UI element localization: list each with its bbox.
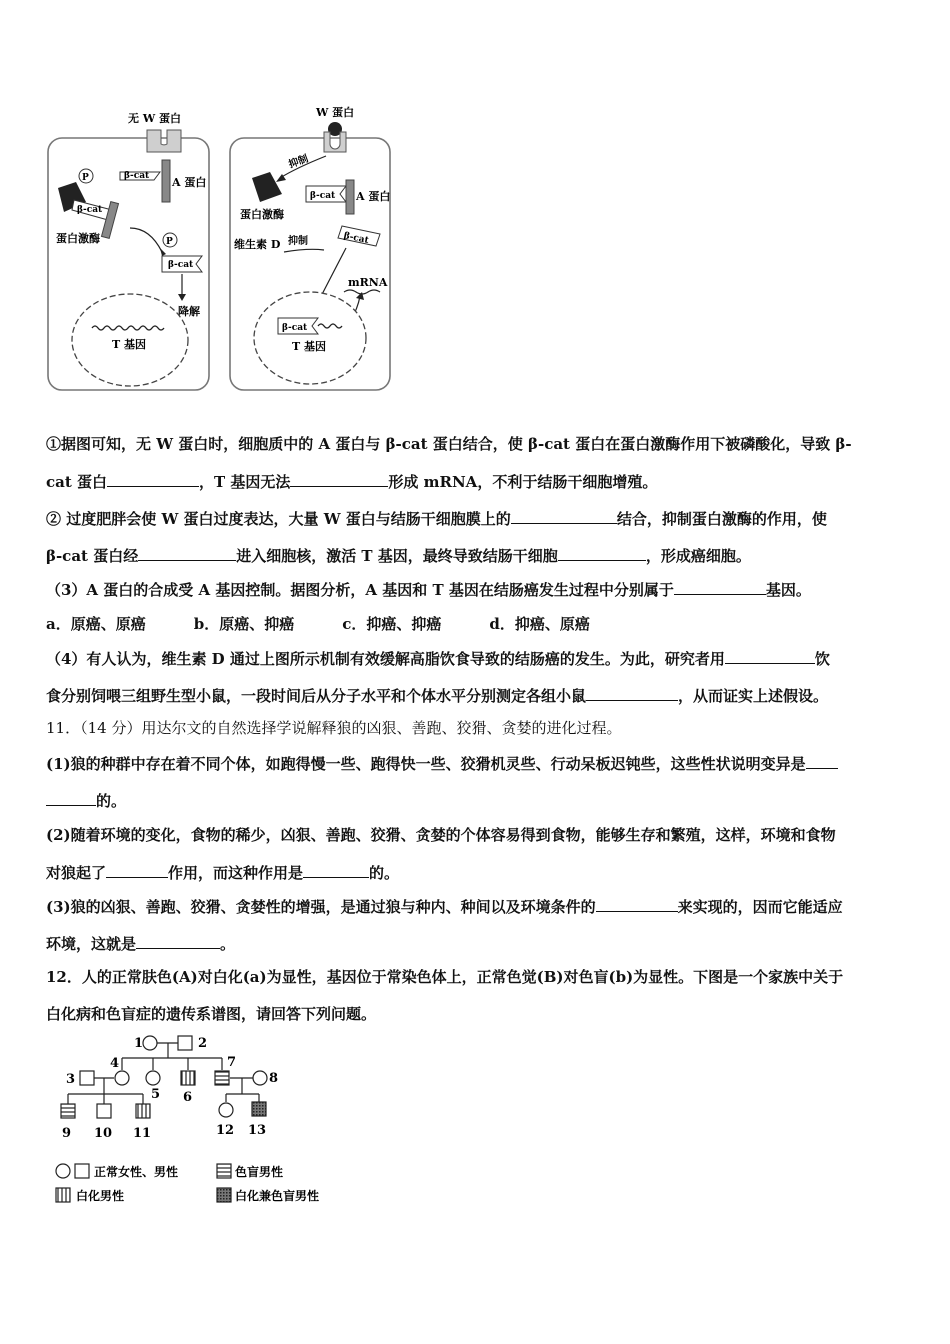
pedigree-lines [68, 1043, 259, 1104]
phospho-label-1: P [82, 173, 89, 183]
legend-albino-label: 白化男性 [76, 1189, 125, 1203]
bcat-label-degrading: β-cat [168, 260, 194, 270]
no-w-protein-label: 无 W 蛋白 [128, 112, 182, 125]
label-13: 13 [248, 1123, 267, 1138]
q10-sub2-text-a: ② 过度肥胖会使 W 蛋白过度表达，大量 W 蛋白与结肠干细胞膜上的 [46, 510, 511, 528]
individual-4 [115, 1071, 129, 1085]
label-12: 12 [216, 1123, 235, 1138]
blank-variation-2[interactable] [46, 790, 96, 806]
q10-sub2-line1 [46, 508, 908, 529]
label-2: 2 [198, 1036, 208, 1051]
q10-part3-text-a: （3）A 蛋白的合成受 A 基因控制。据图分析，A 基因和 T 基因在结肠癌发生过程中分别属于 [46, 581, 674, 599]
option-a[interactable]: a．原癌、原癌 [46, 615, 146, 633]
label-6: 6 [183, 1090, 193, 1105]
q10-part3-options [46, 614, 908, 634]
blank-nuclear-entry[interactable] [138, 545, 236, 561]
legend-normal-female-icon [56, 1164, 70, 1178]
bcat-label-free: β-cat [342, 230, 370, 247]
option-d[interactable]: d．抑癌、原癌 [489, 615, 590, 633]
kinase-label-right: 蛋白激酶 [240, 208, 284, 221]
individual-10 [97, 1104, 111, 1118]
individual-3 [80, 1071, 94, 1085]
q11-sub1-text-a: (1)狼的种群中存在着不同个体，如跑得慢一些、跑得快一些、狡猾机灵些、行动呆板迟钝些，这些性状说明变异是 [46, 755, 806, 773]
q10-part4-line1 [46, 648, 908, 669]
mrna-label: mRNA [348, 276, 388, 289]
q10-sub2-text-c: β-cat 蛋白经 [46, 547, 139, 565]
q11-sub2-text-b: 作用，而这种作用是 [168, 864, 304, 882]
bcat-label-nucleus: β-cat [282, 323, 308, 333]
cell-signaling-figure [44, 102, 404, 397]
label-11: 11 [133, 1126, 152, 1141]
right-cell [230, 105, 390, 390]
legend-albino-icon [56, 1188, 70, 1202]
blank-natural-selection[interactable] [136, 933, 220, 949]
w-protein-label: W 蛋白 [316, 106, 355, 119]
t-gene-label-right: T 基因 [292, 340, 327, 353]
pedigree-chart [52, 1030, 352, 1210]
q11-sub2-text-a: 对狼起了 [46, 864, 107, 882]
t-gene-label-left: T 基因 [112, 338, 147, 351]
label-10: 10 [94, 1126, 113, 1141]
label-5: 5 [151, 1087, 161, 1102]
q12-line1: 12．人的正常肤色(A)对白化(a)为显性，基因位于常染色体上，正常色觉(B)对色盲(b)为显性。下图是一个家族中关于 [46, 968, 844, 986]
q10-part4-text-b: 饮 [814, 650, 830, 668]
individual-8 [253, 1071, 267, 1085]
blank-variation-1[interactable] [806, 753, 838, 769]
blank-bcat-fate[interactable] [107, 471, 199, 487]
a-protein-label-right: A 蛋白 [356, 190, 391, 203]
label-4: 4 [110, 1056, 120, 1071]
phospho-label-2: P [166, 237, 173, 247]
individual-2 [178, 1036, 192, 1050]
individual-7 [215, 1071, 229, 1085]
inhibit-label-2: 抑制 [288, 236, 308, 247]
q11-sub1-line1 [46, 753, 908, 774]
blank-membrane-receptor[interactable] [511, 508, 617, 524]
q10-part3-text-b: 基因。 [765, 581, 811, 599]
blank-t-gene-process[interactable] [290, 471, 388, 487]
q10-part4-text-d: ，从而证实上述假设。 [678, 687, 829, 705]
blank-diet[interactable] [725, 648, 815, 664]
kinase-label-left: 蛋白激酶 [56, 232, 100, 245]
label-1: 1 [134, 1036, 144, 1051]
q11-heading: 11．（14 分）用达尔文的自然选择学说解释狼的凶狠、善跑、狡猾、贪婪的进化过程。 [46, 719, 622, 737]
q11-sub2-line2 [46, 862, 908, 883]
bcat-label-left-bound: β-cat [77, 205, 103, 215]
legend-normal-male-icon [75, 1164, 89, 1178]
bcat-label-right: β-cat [310, 191, 336, 201]
q11-sub1-text-b: 的。 [96, 792, 127, 810]
q10-part4-line2 [46, 685, 908, 706]
q11-sub3-line2 [46, 933, 908, 954]
individual-5 [146, 1071, 160, 1085]
legend-normal-label: 正常女性、男性 [94, 1165, 179, 1179]
option-b[interactable]: b．原癌、抑癌 [193, 615, 295, 633]
blank-struggle[interactable] [596, 896, 678, 912]
legend-colorblind-label: 色盲男性 [235, 1165, 284, 1179]
q11-sub2-line1: (2)随着环境的变化，食物的稀少，凶狠、善跑、狡猾、贪婪的个体容易得到食物，能够生存和繁殖，这样，环境和食物 [46, 826, 836, 844]
q11-sub1-line2 [46, 790, 908, 811]
left-cell [48, 111, 209, 390]
q10-sub1-line2 [46, 471, 908, 492]
legend-both-label: 白化兼色盲男性 [235, 1189, 320, 1203]
q10-sub1-text-c: 形成 mRNA，不利于结肠干细胞增殖。 [388, 473, 658, 491]
label-7: 7 [227, 1055, 237, 1070]
q11-sub3-text-a: (3)狼的凶狠、善跑、狡猾、贪婪性的增强，是通过狼与种内、种间以及环境条件的 [46, 898, 596, 916]
q10-sub2-line2 [46, 545, 908, 566]
label-9: 9 [62, 1126, 72, 1141]
q11-sub3-text-d: 。 [220, 935, 236, 953]
q11-sub3-text-c: 环境，这就是 [46, 935, 137, 953]
vitamin-d-label: 维生素 D [234, 238, 281, 251]
q12-line2: 白化病和色盲症的遗传系谱图，请回答下列问题。 [46, 1005, 377, 1023]
blank-measurement[interactable] [586, 685, 678, 701]
blank-gene-type[interactable] [674, 579, 766, 595]
individual-9 [61, 1104, 75, 1118]
pedigree-legend [56, 1164, 319, 1203]
a-protein-label-left: A 蛋白 [172, 176, 207, 189]
q11-sub3-text-b: 来实现的，因而它能适应 [677, 898, 843, 916]
q10-sub2-text-e: ，形成癌细胞。 [645, 547, 751, 565]
blank-selection-direction[interactable] [303, 862, 369, 878]
bcat-label-left: β-cat [124, 171, 150, 181]
q10-sub2-text-b: 结合，抑制蛋白激酶的作用，使 [616, 510, 827, 528]
blank-stem-cell-fate[interactable] [558, 545, 646, 561]
label-3: 3 [66, 1072, 76, 1087]
q10-part4-text-a: （4）有人认为，维生素 D 通过上图所示机制有效缓解高脂饮食导致的结肠癌的发生。为此，研究者用 [46, 650, 725, 668]
label-8: 8 [269, 1071, 279, 1086]
q10-sub2-text-d: 进入细胞核，激活 T 基因，最终导致结肠干细胞 [236, 547, 558, 565]
q10-sub1-text-a: cat 蛋白 [46, 473, 108, 491]
option-c[interactable]: c．抑癌、抑癌 [342, 615, 442, 633]
individual-1 [143, 1036, 157, 1050]
individual-12 [219, 1103, 233, 1117]
q10-part3 [46, 579, 908, 600]
q10-sub1-text-b: ，T 基因无法 [199, 473, 291, 491]
blank-selection-role[interactable] [106, 862, 168, 878]
q10-part4-text-c: 食分别饲喂三组野生型小鼠，一段时间后从分子水平和个体水平分别测定各组小鼠 [46, 687, 587, 705]
q11-sub3-line1 [46, 896, 908, 917]
legend-colorblind-icon [217, 1164, 231, 1178]
individual-13 [252, 1102, 266, 1116]
individual-11 [136, 1104, 150, 1118]
individual-6 [181, 1071, 195, 1085]
inhibit-label-1: 抑制 [287, 153, 310, 171]
q10-sub1-line1: ①据图可知，无 W 蛋白时，细胞质中的 A 蛋白与 β-cat 蛋白结合，使 β-cat 蛋白在蛋白激酶作用下被磷酸化，导致 β- [46, 435, 852, 453]
q11-sub2-text-c: 的。 [369, 864, 400, 882]
degrade-label: 降解 [178, 305, 200, 318]
legend-both-icon [217, 1188, 231, 1202]
